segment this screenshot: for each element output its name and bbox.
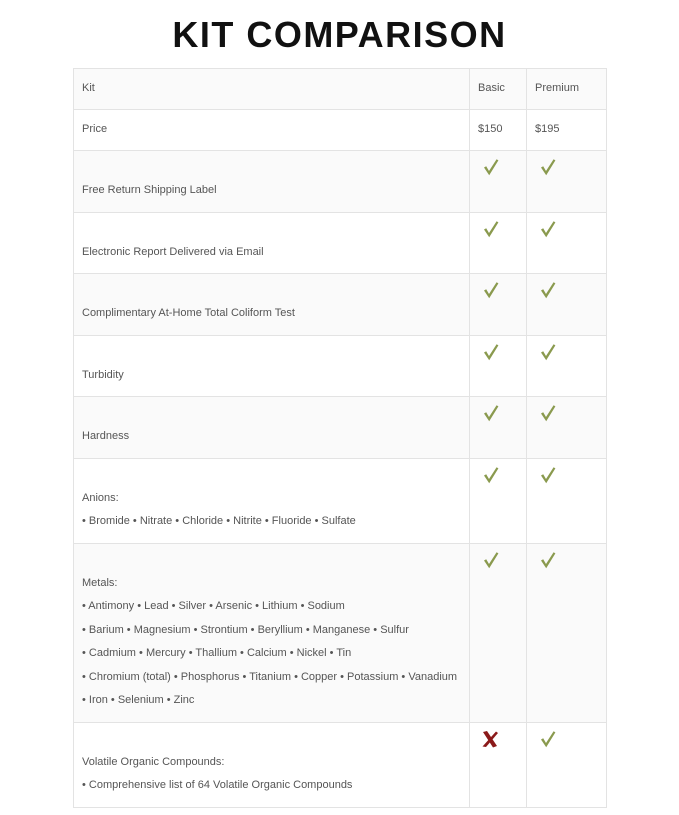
check-icon	[482, 220, 500, 238]
premium-availability-cell	[527, 274, 607, 336]
premium-availability-cell	[527, 151, 607, 213]
feature-title: Metals:	[82, 576, 118, 589]
feature-item: • Antimony • Lead • Silver • Arsenic • Lithium • Sodium	[82, 600, 345, 612]
basic-availability-cell	[470, 397, 527, 459]
feature-row	[74, 722, 607, 807]
feature-row	[74, 397, 607, 459]
feature-cell	[74, 212, 470, 274]
check-icon	[539, 466, 557, 484]
check-icon	[539, 404, 557, 422]
check-icon	[539, 730, 557, 748]
feature-cell	[74, 543, 470, 722]
check-icon	[482, 343, 500, 361]
feature-row	[74, 335, 607, 397]
check-icon	[539, 281, 557, 299]
premium-availability-cell	[527, 722, 607, 807]
feature-row	[74, 274, 607, 336]
feature-cell	[74, 397, 470, 459]
basic-availability-cell	[470, 212, 527, 274]
feature-cell	[74, 274, 470, 336]
feature-cell	[74, 151, 470, 213]
premium-availability-cell	[527, 335, 607, 397]
premium-availability-cell	[527, 543, 607, 722]
feature-item: • Bromide • Nitrate • Chloride • Nitrite • Fluoride • Sulfate	[82, 515, 356, 527]
feature-item: • Iron • Selenium • Zinc	[82, 694, 195, 706]
price-label: Price	[74, 110, 470, 151]
check-icon	[482, 158, 500, 176]
feature-title: Hardness	[82, 430, 130, 442]
feature-cell	[74, 722, 470, 807]
cross-icon	[481, 730, 499, 748]
basic-availability-cell	[470, 543, 527, 722]
premium-price: $195	[527, 110, 607, 151]
feature-title: Turbidity	[82, 368, 124, 381]
check-icon	[539, 158, 557, 176]
check-icon	[539, 551, 557, 569]
check-icon	[539, 343, 557, 361]
feature-item: • Cadmium • Mercury • Thallium • Calcium • Nickel • Tin	[82, 647, 352, 659]
basic-price: $150	[470, 110, 527, 151]
feature-cell	[74, 458, 470, 543]
premium-availability-cell	[527, 397, 607, 459]
comparison-table	[73, 68, 607, 808]
premium-availability-cell	[527, 458, 607, 543]
feature-row	[74, 543, 607, 722]
feature-cell	[74, 335, 470, 397]
page-title: KIT COMPARISON	[172, 14, 507, 55]
feature-row	[74, 151, 607, 213]
feature-row	[74, 212, 607, 274]
basic-availability-cell	[470, 722, 527, 807]
feature-title: Anions:	[82, 491, 119, 504]
feature-item: • Comprehensive list of 64 Volatile Organic Compounds	[82, 779, 353, 791]
feature-title: Free Return Shipping Label	[82, 184, 217, 196]
basic-availability-cell	[470, 458, 527, 543]
basic-availability-cell	[470, 335, 527, 397]
kit-column-header: Kit	[74, 69, 470, 110]
basic-column-header: Basic	[470, 69, 527, 110]
basic-availability-cell	[470, 274, 527, 336]
basic-availability-cell	[470, 151, 527, 213]
feature-item: • Barium • Magnesium • Strontium • Beryllium • Manganese • Sulfur	[82, 623, 409, 636]
check-icon	[539, 220, 557, 238]
feature-row	[74, 458, 607, 543]
check-icon	[482, 281, 500, 299]
price-row	[74, 110, 607, 151]
check-icon	[482, 466, 500, 484]
check-icon	[482, 404, 500, 422]
feature-title: Complimentary At-Home Total Coliform Test	[82, 307, 295, 319]
premium-availability-cell	[527, 212, 607, 274]
premium-column-header: Premium	[527, 69, 607, 110]
feature-title: Volatile Organic Compounds:	[82, 755, 225, 768]
feature-item: • Chromium (total) • Phosphorus • Titanium • Copper • Potassium • Vanadium	[82, 670, 458, 683]
check-icon	[482, 551, 500, 569]
feature-title: Electronic Report Delivered via Email	[82, 245, 264, 258]
table-header-row	[74, 69, 607, 110]
